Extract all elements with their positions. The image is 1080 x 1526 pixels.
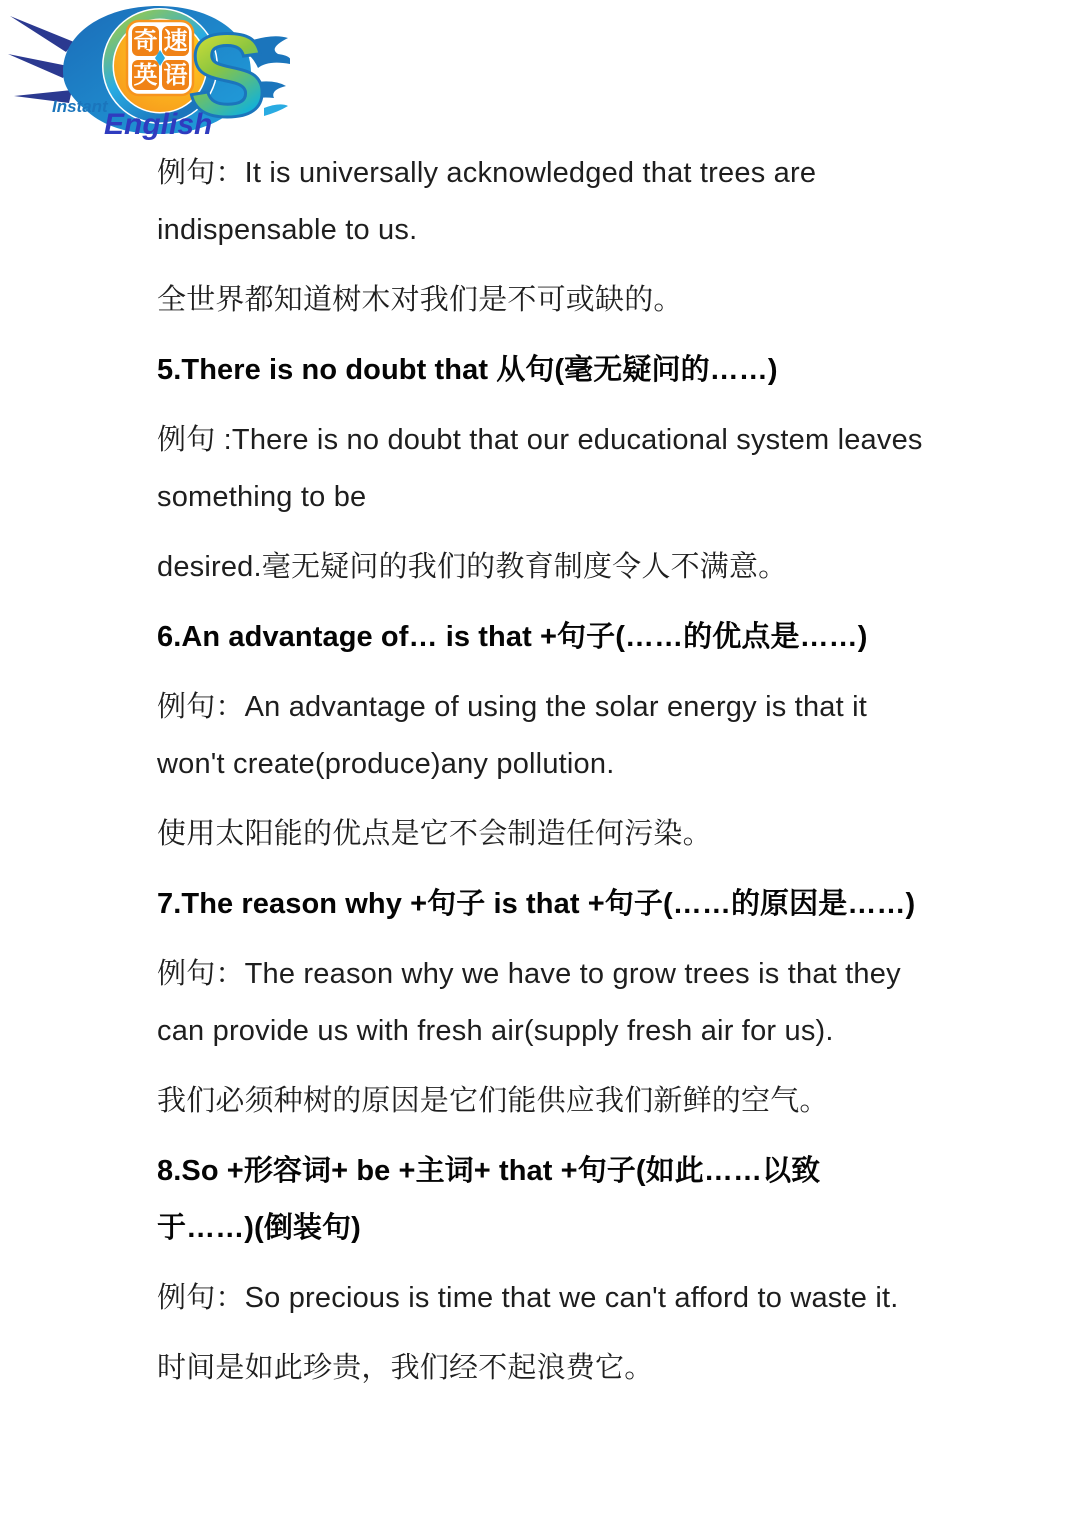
pattern-heading-7 xyxy=(157,876,957,933)
example-line: something to be xyxy=(157,481,367,513)
speed-lines-icon xyxy=(8,16,74,103)
example-line: 例句：So precious is time that we can't afford to waste it. xyxy=(157,1282,899,1314)
pattern-heading-5 xyxy=(157,342,957,399)
translation-line: 全世界都知道树木对我们是不可或缺的。 xyxy=(157,284,683,316)
example-paragraph-5 xyxy=(157,412,957,526)
translation-paragraph-6 xyxy=(157,806,957,863)
instant-wordmark: Instant xyxy=(52,97,108,116)
brand-logo-graphic xyxy=(8,0,290,142)
translation-line: 使用太阳能的优点是它不会制造任何污染。 xyxy=(157,818,712,850)
logo-s-letter: S xyxy=(188,10,267,142)
badge-char-yu: 语 xyxy=(163,62,188,89)
example-line: 例句：An advantage of using the solar energy is that it xyxy=(157,691,868,723)
heading-line: 6.An advantage of… is that +句子(……的优点是……) xyxy=(157,621,868,653)
article-body xyxy=(157,145,957,1410)
example-line: won't create(produce)any pollution. xyxy=(157,748,615,780)
example-line: indispensable to us. xyxy=(157,214,418,246)
brand-badge xyxy=(127,21,193,95)
badge-char-qi: 奇 xyxy=(133,28,158,55)
example-line: 例句：The reason why we have to grow trees is that they xyxy=(157,958,901,990)
example-paragraph-6 xyxy=(157,679,957,793)
badge-char-ying: 英 xyxy=(133,62,158,89)
example-line: 例句 :There is no doubt that our educational system leaves xyxy=(157,424,923,456)
example-line: can provide us with fresh air(supply fresh air for us). xyxy=(157,1015,834,1047)
heading-line: 于……)(倒装句) xyxy=(157,1212,361,1244)
example-paragraph-7 xyxy=(157,946,957,1060)
example-line: 例句：It is universally acknowledged that trees are xyxy=(157,157,817,189)
pattern-heading-6 xyxy=(157,609,957,666)
translation-paragraph-5 xyxy=(157,539,957,596)
example-paragraph-4 xyxy=(157,145,957,259)
pattern-heading-8 xyxy=(157,1143,957,1257)
translation-line: desired.毫无疑问的我们的教育制度令人不满意。 xyxy=(157,551,788,583)
example-paragraph-8 xyxy=(157,1270,957,1327)
brand-logo xyxy=(8,0,290,142)
translation-paragraph-7 xyxy=(157,1073,957,1130)
badge-char-su: 速 xyxy=(163,28,188,55)
translation-paragraph-8 xyxy=(157,1340,957,1397)
heading-line: 5.There is no doubt that 从句(毫无疑问的……) xyxy=(157,354,778,386)
translation-paragraph-4 xyxy=(157,272,957,329)
translation-line: 时间是如此珍贵，我们经不起浪费它。 xyxy=(157,1352,654,1384)
translation-line: 我们必须种树的原因是它们能供应我们新鲜的空气。 xyxy=(157,1085,829,1117)
heading-line: 7.The reason why +句子 is that +句子(……的原因是……) xyxy=(157,888,916,920)
english-wordmark: English xyxy=(104,108,213,141)
heading-line: 8.So +形容词+ be +主词+ that +句子(如此……以致 xyxy=(157,1155,821,1187)
